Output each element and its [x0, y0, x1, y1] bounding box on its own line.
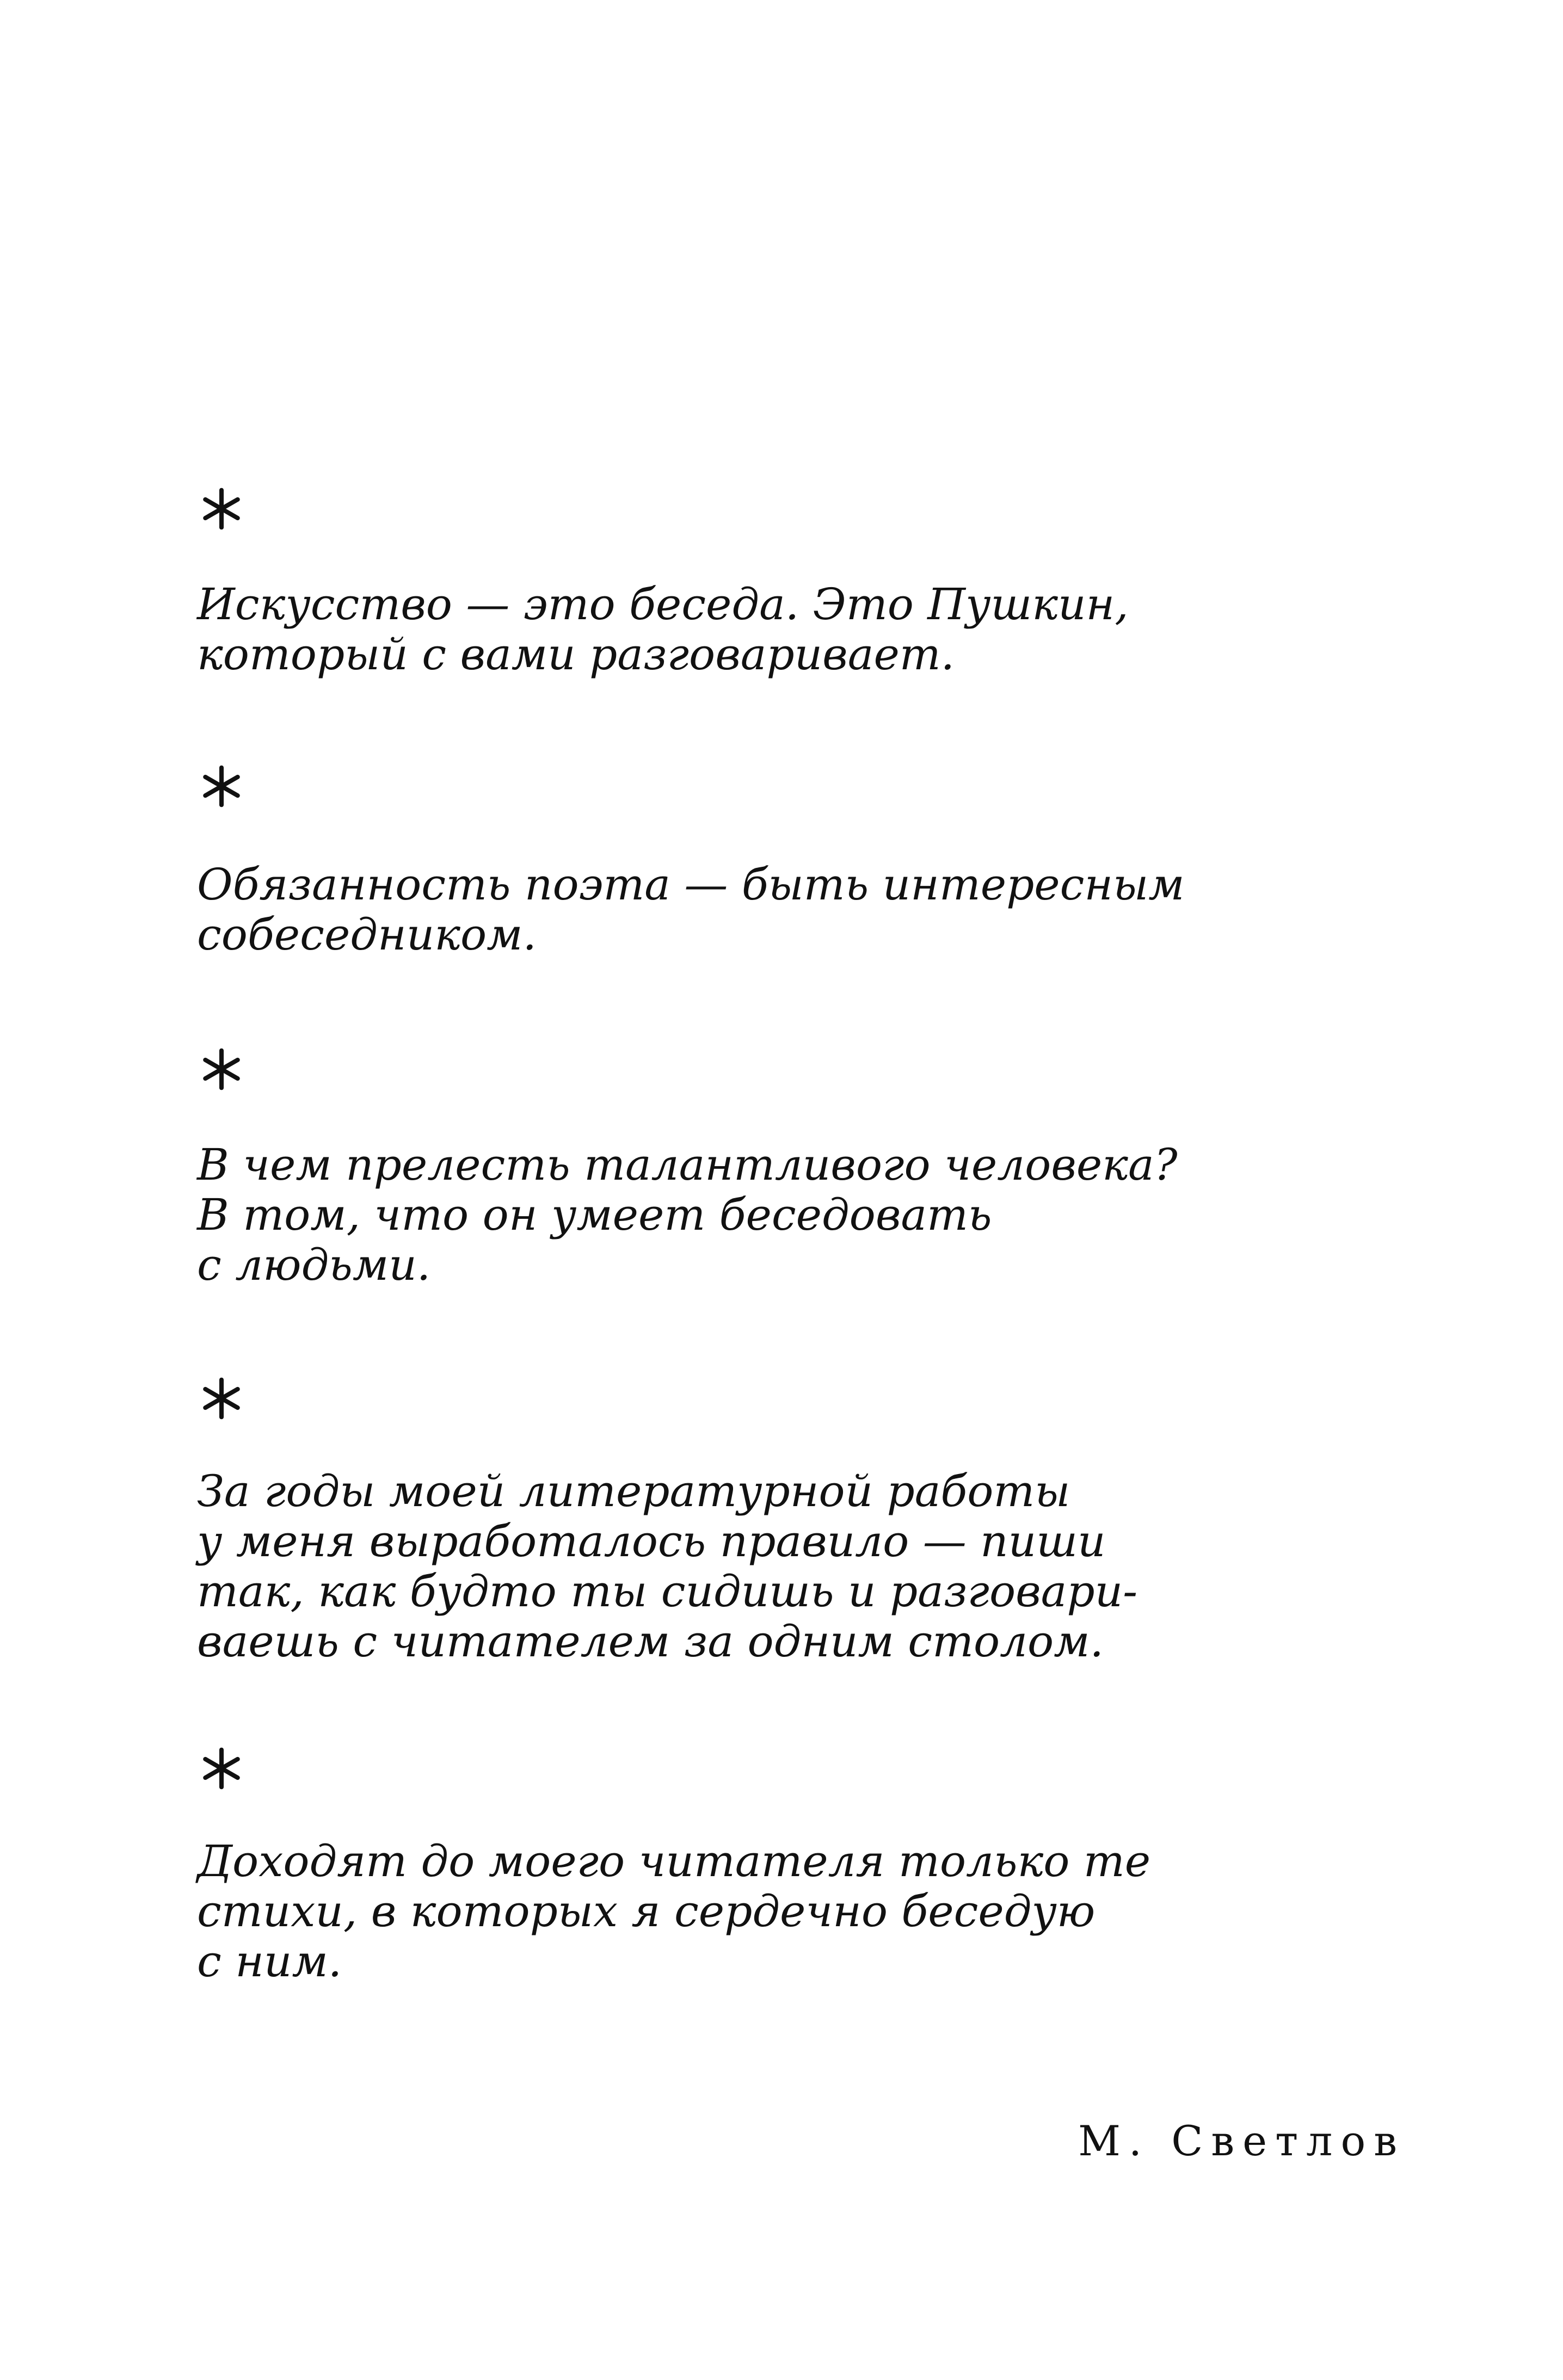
author-signature: М. Светлов — [1078, 2117, 1405, 2165]
quote-line: у меня выработалось правило — пиши — [197, 1516, 1106, 1567]
quote-line: стихи, в которых я сердечно беседую — [197, 1886, 1096, 1937]
quote-4 — [197, 1466, 1394, 1667]
quote-line: В чем прелесть талантливого человека? — [197, 1139, 1178, 1190]
quote-line: Искусство — это беседа. Это Пушкин, — [197, 579, 1129, 630]
quote-line: с людьми. — [197, 1240, 431, 1290]
quote-line: Обязанность поэта — быть интересным — [197, 859, 1185, 910]
quote-line: собеседником. — [197, 909, 537, 960]
quote-line: Доходят до моего читателя только те — [197, 1836, 1151, 1886]
asterisk-icon — [197, 1045, 246, 1094]
quote-5 — [197, 1836, 1394, 1987]
quote-line: с ним. — [197, 1936, 342, 1987]
asterisk-icon — [197, 762, 246, 811]
quote-line: ваешь с читателем за одним столом. — [197, 1616, 1104, 1667]
quote-1 — [197, 579, 1394, 680]
asterisk-icon — [197, 484, 246, 533]
quote-line: За годы моей литературной работы — [197, 1466, 1070, 1516]
quote-line: так, как будто ты сидишь и разговари- — [197, 1566, 1138, 1617]
quote-line: В том, что он умеет беседовать — [197, 1189, 992, 1240]
quote-3 — [197, 1140, 1394, 1290]
asterisk-icon — [197, 1744, 246, 1793]
asterisk-icon — [197, 1374, 246, 1423]
quote-2 — [197, 860, 1394, 960]
quote-line: который с вами разговаривает. — [197, 629, 955, 680]
